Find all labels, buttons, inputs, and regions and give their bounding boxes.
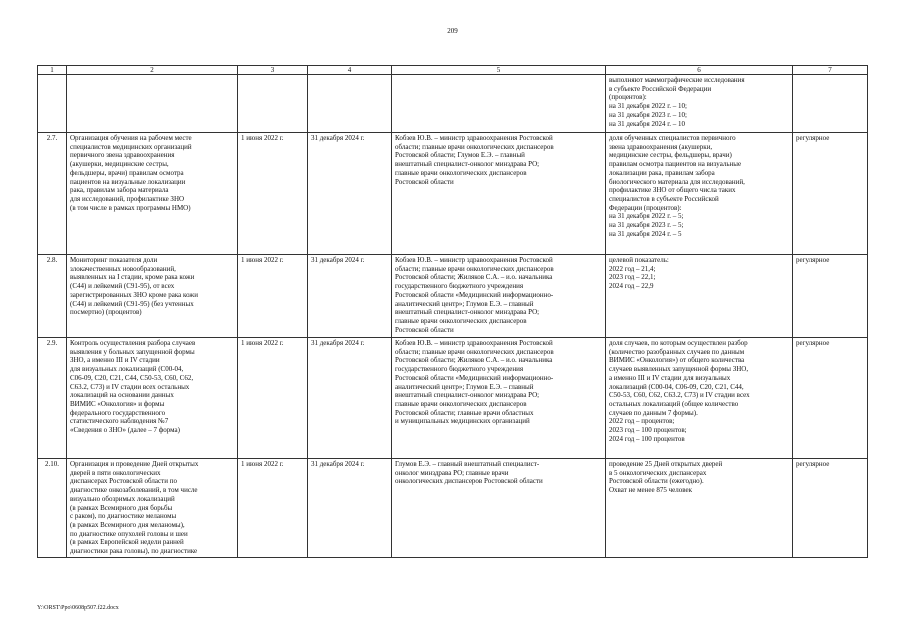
- activity-cell: Организация и проведение Дней открытых дверей в пяти онкологических диспансерах Ростовской области по диагностике онкозаболеваний, в том числе визуально обозримых локализаций (в рамках Всемирного дня борьбы с раком), по диагностике меланомы (в рамках Всемирного дня меланомы), по диагностике опухолей головы и шеи (в рамках Европейской недели ранней диагностики рака головы), по диагностике: [67, 459, 238, 558]
- execution-type-cell: регулярное: [793, 255, 868, 338]
- indicator-cell: доля случаев, по которым осуществлен разбор (количество разобранных случаев по данным ВИМИС «Онкология») от общего количества случаев выявленных запущенной формы ЗНО, а именно III и IV стадии для визуальных локализаций (С00-04, С06-09, С20, С21, С44, С50-53, С60, С62, С63.2, С73) и IV стадии всех остальных локализаций (общее количество случаев по данным 7 формы). 2022 год – процентов; 2023 год – 100 процентов; 2024 год – 100 процентов: [606, 338, 793, 459]
- measures-table: [37, 65, 868, 558]
- start-date-cell: 1 июня 2022 г.: [238, 255, 308, 338]
- activity-cell: Контроль осуществления разбора случаев выявления у больных запущенной формы ЗНО, а именно III и IV стадии для визуальных локализаций (С00-04, С06-09, С20, С21, С44, С50-53, С60, С62, С63.2, С73) и IV стадии всех остальных локализаций на основании данных ВИМИС «Онкология» и формы федерального государственного статистического наблюдения №7 «Сведения о ЗНО» (далее – 7 форма): [67, 338, 238, 459]
- indicator-cell: целевой показатель: 2022 год – 21,4; 2023 год – 22,1; 2024 год – 22,9: [606, 255, 793, 338]
- activity-cell: Организация обучения на рабочем месте специалистов медицинских организаций первичного звена здравоохранения (акушерки, медицинские сестры, фельдшеры, врачи) правилам осмотра пациентов на визуальные локализации рака, правилам забора материала для исследований, профилактике ЗНО (в том числе в рамках программы НМО): [67, 133, 238, 255]
- indicator-cell: доля обученных специалистов первичного звена здравоохранения (акушерки, медицинские сестры, фельдшеры, врачи) правилам осмотра пациентов на визуальные локализации рака, правилам забора биологического материала для исследований, профилактике ЗНО от общего числа таких специалистов в субъекте Российской Федерации (процентов): на 31 декабря 2022 г. – 5; на 31 декабря 2023 г. – 5; на 31 декабря 2024 г. – 5: [606, 133, 793, 255]
- column-number: 3: [238, 66, 308, 75]
- row-number-cell: [38, 75, 67, 133]
- end-date-cell: 31 декабря 2024 г.: [308, 133, 392, 255]
- activity-cell: [67, 75, 238, 133]
- start-date-cell: 1 июня 2022 г.: [238, 338, 308, 459]
- footer-file-path: Y:\ORST\Ppo\0608p507.f22.docx: [37, 605, 119, 611]
- table-row: [38, 255, 868, 338]
- row-number-cell: 2.10.: [38, 459, 67, 558]
- table-row: [38, 459, 868, 558]
- column-number: 2: [67, 66, 238, 75]
- table-row: [38, 75, 868, 133]
- start-date-cell: [238, 75, 308, 133]
- end-date-cell: 31 декабря 2024 г.: [308, 459, 392, 558]
- execution-type-cell: регулярное: [793, 338, 868, 459]
- column-number: 7: [793, 66, 868, 75]
- responsible-cell: Глумов Е.Э. – главный внештатный специалист- онколог минздрава РО; главные врачи онкологических диспансеров Ростовской области: [392, 459, 606, 558]
- activity-cell: Мониторинг показателя доли злокачественных новообразований, выявленных на I стадии, кроме рака кожи (С44) и лейкемий (С91-95), от всех зарегистрированных ЗНО кроме рака кожи (С44) и лейкемий (С91-95) (без учтенных посмертно) (процентов): [67, 255, 238, 338]
- table-row: [38, 338, 868, 459]
- column-number: 1: [38, 66, 67, 75]
- indicator-cell: выполняют маммографические исследования в субъекте Российской Федерации (процентов): на 31 декабря 2022 г. – 10; на 31 декабря 2023 г. – 10; на 31 декабря 2024 г. – 10: [606, 75, 793, 133]
- end-date-cell: [308, 75, 392, 133]
- row-number-cell: 2.7.: [38, 133, 67, 255]
- column-number: 4: [308, 66, 392, 75]
- column-number: 6: [606, 66, 793, 75]
- responsible-cell: Кобзев Ю.В. – министр здравоохранения Ростовской области; главные врачи онкологических диспансеров Ростовской области; Глумов Е.Э. – главный внештатный специалист-онколог минздрава РО; главные врачи онкологических диспансеров Ростовской области: [392, 133, 606, 255]
- column-number-row: [38, 66, 868, 75]
- start-date-cell: 1 июня 2022 г.: [238, 459, 308, 558]
- execution-type-cell: регулярное: [793, 459, 868, 558]
- end-date-cell: 31 декабря 2024 г.: [308, 255, 392, 338]
- row-number-cell: 2.9.: [38, 338, 67, 459]
- column-number: 5: [392, 66, 606, 75]
- table-body: [38, 66, 868, 558]
- responsible-cell: Кобзев Ю.В. – министр здравоохранения Ростовской области; главные врачи онкологических диспансеров Ростовской области; Жиляков С.А. – и.о. начальника государственного бюджетного учреждения Ростовской области «Медицинский информационно- аналитический центр»; Глумов Е.Э. – главный внештатный специалист-онколог минздрава РО; главные врачи онкологических диспансеров Ростовской области: [392, 255, 606, 338]
- row-number-cell: 2.8.: [38, 255, 67, 338]
- indicator-cell: проведение 25 Дней открытых дверей в 5 онкологических диспансерах Ростовской области (ежегодно). Охват не менее 875 человек: [606, 459, 793, 558]
- responsible-cell: [392, 75, 606, 133]
- table-row: [38, 133, 868, 255]
- responsible-cell: Кобзев Ю.В. – министр здравоохранения Ростовской области; главные врачи онкологических диспансеров Ростовской области; Жиляков С.А. – и.о. начальника государственного бюджетного учреждения Ростовской области «Медицинский информационно- аналитический центр»; Глумов Е.Э. – главный внештатный специалист-онколог минздрава РО; главные врачи онкологических диспансеров Ростовской области; главные врачи областных и муниципальных медицинских организаций: [392, 338, 606, 459]
- execution-type-cell: [793, 75, 868, 133]
- page-number: 209: [447, 27, 458, 35]
- execution-type-cell: регулярное: [793, 133, 868, 255]
- end-date-cell: 31 декабря 2024 г.: [308, 338, 392, 459]
- start-date-cell: 1 июня 2022 г.: [238, 133, 308, 255]
